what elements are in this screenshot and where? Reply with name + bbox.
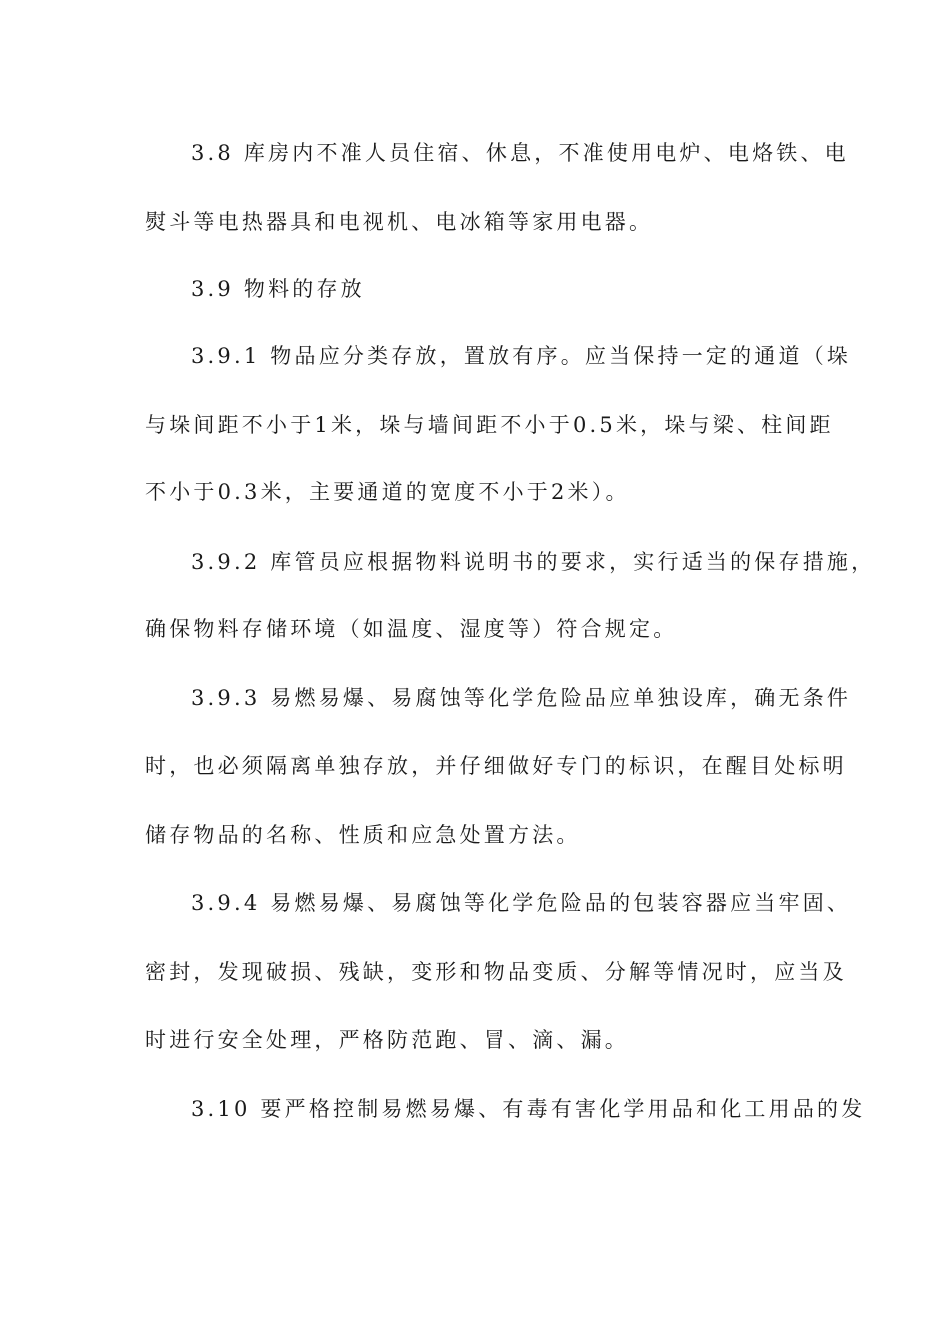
paragraph-3-8-line-1: 3.8 库房内不准人员住宿、休息，不准使用电炉、电烙铁、电: [191, 141, 849, 165]
paragraph-3-9-2-line-2: 确保物料存储环境（如温度、湿度等）符合规定。: [145, 617, 678, 641]
paragraph-3-9-3-line-3: 储存物品的名称、性质和应急处置方法。: [145, 823, 581, 847]
heading-3-9: 3.9 物料的存放: [191, 277, 365, 301]
paragraph-3-10-line-1: 3.10 要严格控制易燃易爆、有毒有害化学用品和化工用品的发: [191, 1097, 866, 1121]
paragraph-3-9-4-line-2: 密封，发现破损、残缺，变形和物品变质、分解等情况时，应当及: [145, 960, 847, 984]
paragraph-3-9-4-line-3: 时进行安全处理，严格防范跑、冒、滴、漏。: [145, 1028, 629, 1052]
paragraph-3-9-3-line-1: 3.9.3 易燃易爆、易腐蚀等化学危险品应单独设库，确无条件: [191, 686, 852, 710]
paragraph-3-8-line-2: 熨斗等电热器具和电视机、电冰箱等家用电器。: [145, 210, 654, 234]
paragraph-3-9-1-line-3: 不小于0.3米，主要通道的宽度不小于2米）。: [145, 480, 630, 504]
paragraph-3-9-1-line-1: 3.9.1 物品应分类存放，置放有序。应当保持一定的通道（垛: [191, 344, 852, 368]
paragraph-3-9-4-line-1: 3.9.4 易燃易爆、易腐蚀等化学危险品的包装容器应当牢固、: [191, 891, 852, 915]
paragraph-3-9-2-line-1: 3.9.2 库管员应根据物料说明书的要求，实行适当的保存措施，: [191, 550, 876, 574]
paragraph-3-9-1-line-2: 与垛间距不小于1米，垛与墙间距不小于0.5米，垛与梁、柱间距: [145, 413, 834, 437]
paragraph-3-9-3-line-2: 时，也必须隔离单独存放，并仔细做好专门的标识，在醒目处标明: [145, 754, 847, 778]
